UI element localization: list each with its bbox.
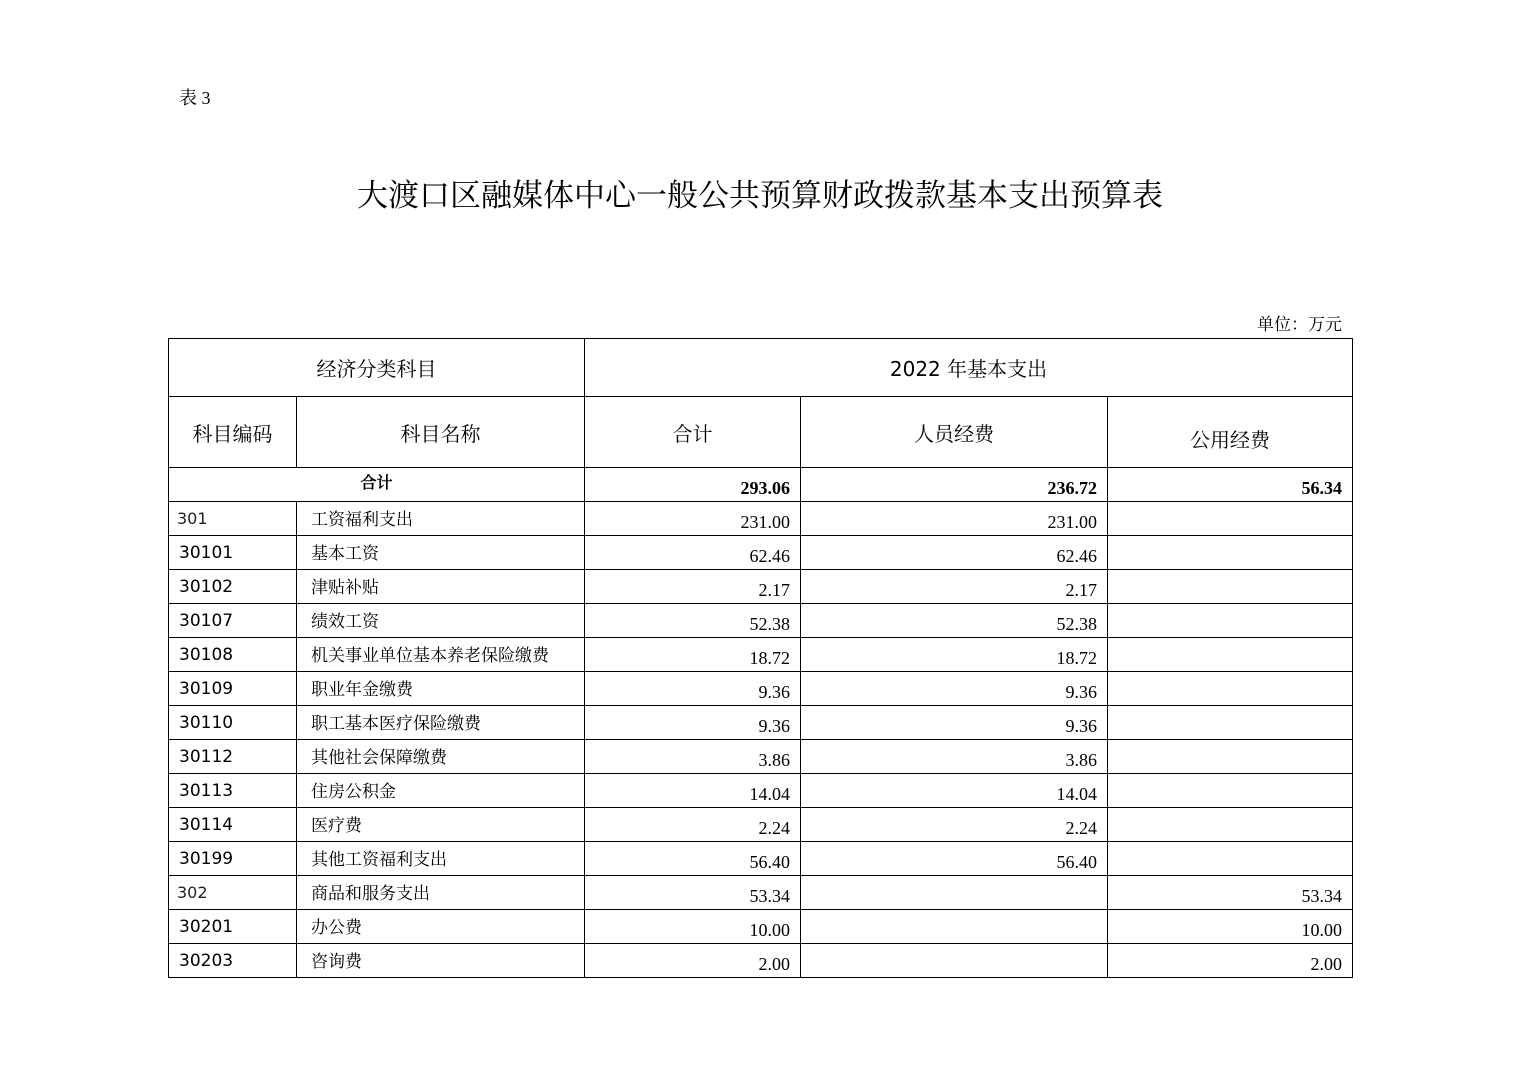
subject-name: 机关事业单位基本养老保险缴费 [297,638,585,672]
row-public [1108,774,1353,808]
row-public [1108,672,1353,706]
row-public [1108,536,1353,570]
header-total: 合计 [585,397,801,468]
subject-name: 津贴补贴 [297,570,585,604]
unit-label: 单位：万元 [1257,315,1342,335]
table-row [169,502,1353,536]
header-personnel-cost: 人员经费 [801,397,1108,468]
table-row [169,910,1353,944]
subject-name: 绩效工资 [297,604,585,638]
subject-name: 医疗费 [297,808,585,842]
total-row [169,468,1353,502]
header-subject-name: 科目名称 [297,397,585,468]
subject-name: 住房公积金 [297,774,585,808]
table-row [169,536,1353,570]
row-total: 52.38 [585,604,801,638]
row-public: 10.00 [1108,910,1353,944]
row-public [1108,706,1353,740]
subject-name: 工资福利支出 [297,502,585,536]
subject-name: 办公费 [297,910,585,944]
row-personnel: 18.72 [801,638,1108,672]
table-row [169,842,1353,876]
row-personnel: 9.36 [801,706,1108,740]
table-row [169,808,1353,842]
row-personnel: 56.40 [801,842,1108,876]
row-public [1108,808,1353,842]
row-public [1108,842,1353,876]
row-personnel [801,876,1108,910]
table-row [169,876,1353,910]
total-public: 56.34 [1108,468,1353,502]
row-total: 18.72 [585,638,801,672]
row-public [1108,740,1353,774]
subject-code: 30114 [169,808,297,842]
page-title: 大渡口区融媒体中心一般公共预算财政拨款基本支出预算表 [357,178,1163,214]
table-row [169,944,1353,978]
row-public [1108,638,1353,672]
row-total: 9.36 [585,672,801,706]
row-total: 2.24 [585,808,801,842]
subject-name: 职工基本医疗保险缴费 [297,706,585,740]
total-sum: 293.06 [585,468,801,502]
subject-code: 301 [169,502,297,536]
subject-code: 30102 [169,570,297,604]
table-row [169,706,1353,740]
row-personnel: 14.04 [801,774,1108,808]
row-public: 2.00 [1108,944,1353,978]
table-row [169,604,1353,638]
row-personnel [801,910,1108,944]
subject-code: 30112 [169,740,297,774]
row-personnel: 52.38 [801,604,1108,638]
header-public-cost: 公用经费 [1108,397,1353,468]
header-row-columns [169,397,1353,468]
row-personnel: 62.46 [801,536,1108,570]
row-personnel: 2.17 [801,570,1108,604]
table-row [169,774,1353,808]
subject-name: 基本工资 [297,536,585,570]
subject-name: 职业年金缴费 [297,672,585,706]
total-personnel: 236.72 [801,468,1108,502]
subject-name: 商品和服务支出 [297,876,585,910]
row-public: 53.34 [1108,876,1353,910]
subject-code: 30108 [169,638,297,672]
subject-name: 咨询费 [297,944,585,978]
row-total: 14.04 [585,774,801,808]
header-economic-class: 经济分类科目 [169,339,585,397]
subject-code: 30199 [169,842,297,876]
row-personnel: 3.86 [801,740,1108,774]
subject-code: 30110 [169,706,297,740]
row-personnel: 9.36 [801,672,1108,706]
table-number: 表 3 [179,88,211,108]
table-row [169,638,1353,672]
subject-code: 30113 [169,774,297,808]
row-total: 2.00 [585,944,801,978]
row-total: 231.00 [585,502,801,536]
table-row [169,672,1353,706]
row-total: 9.36 [585,706,801,740]
budget-table [168,338,1353,978]
subject-code: 30203 [169,944,297,978]
row-public [1108,570,1353,604]
row-total: 3.86 [585,740,801,774]
row-personnel: 231.00 [801,502,1108,536]
subject-code: 30201 [169,910,297,944]
row-total: 53.34 [585,876,801,910]
row-personnel [801,944,1108,978]
table-row [169,740,1353,774]
subject-code: 30101 [169,536,297,570]
row-total: 10.00 [585,910,801,944]
row-total: 2.17 [585,570,801,604]
subject-code: 30107 [169,604,297,638]
row-personnel: 2.24 [801,808,1108,842]
row-total: 56.40 [585,842,801,876]
subject-code: 30109 [169,672,297,706]
subject-name: 其他工资福利支出 [297,842,585,876]
row-public [1108,604,1353,638]
header-row-group [169,339,1353,397]
subject-name: 其他社会保障缴费 [297,740,585,774]
row-total: 62.46 [585,536,801,570]
table-row [169,570,1353,604]
header-subject-code: 科目编码 [169,397,297,468]
total-label: 合计 [169,468,585,502]
subject-code: 302 [169,876,297,910]
row-public [1108,502,1353,536]
header-basic-expenditure: 2022 年基本支出 [585,339,1353,397]
